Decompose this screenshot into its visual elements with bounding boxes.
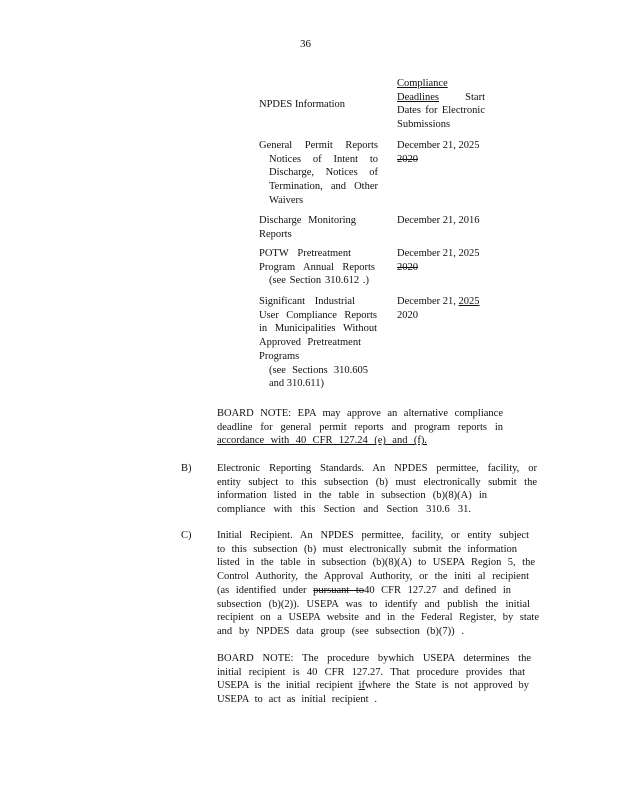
page-number: 36 [300,38,311,50]
table-row-3-info: POTW Pretreatment Program Annual Reports (see Section 310.612 .) [259,248,375,287]
table-col1-header: NPDES Information [259,99,346,110]
header-line: Deadlines Start [397,91,485,103]
para-b-label: B) [181,463,192,474]
table-col2-header [397,77,485,132]
table-row-4-date: December 21, 2025 2020 [397,296,480,321]
para-c-text: Initial Recipient. An NPDES permittee, facility, or entity subject to this subsection (b) must electronically submit the information listed in the table in subsection (b)(8)(A) to USEPA Region 5, the Control Authority, the Approval Authority, or the initi al recipient (as identified under pursuant to40 CFR 127.27 and defined in subsection (b)(2)). USEPA was to identify and publish the initial recipient on a USEPA website and in the Federal Register, by state and by NPDES data group (see subsection (b)(7)) . [217,530,539,637]
header-line: Submissions [397,119,451,131]
header-line: Dates for Electronic [397,105,485,117]
para-b-text: Electronic Reporting Standards. An NPDES permittee, facility, or entity subject to this subsection (b) must electronically submit the information listed in the table in subsection (b)(8)(A) in compliance with this Section and Section 310.6 31. [217,463,537,516]
table-row-2-date: December 21, 2016 [397,215,480,226]
table-row-1-info: General Permit Reports Notices of Intent to Discharge, Notices of Termination, and Other Waivers [259,140,378,206]
table-row-4-info: Significant Industrial User Compliance Reports in Municipalities Without Approved Pretreatment Programs (see Sections 310.605 and 310.611) [259,296,377,390]
table-row-1-date: December 21, 2025 2020 [397,140,480,165]
header-line: Compliance [397,78,448,89]
board-note-2: BOARD NOTE: The procedure bywhich USEPA determines the initial recipient is 40 CFR 127.27. That procedure provides that USEPA is the initial recipient ifwhere the State is not approved by USEPA to act as initial recipient . [217,653,531,706]
para-c-label: C) [181,530,192,541]
table-row-3-date: December 21, 2025 2020 [397,248,480,273]
board-note-1: BOARD NOTE: EPA may approve an alternative compliance deadline for general permit reports and program reports in accordance with 40 CFR 127.24 (e) and (f). [217,408,503,447]
table-row-2-info: Discharge Monitoring Reports [259,215,356,240]
